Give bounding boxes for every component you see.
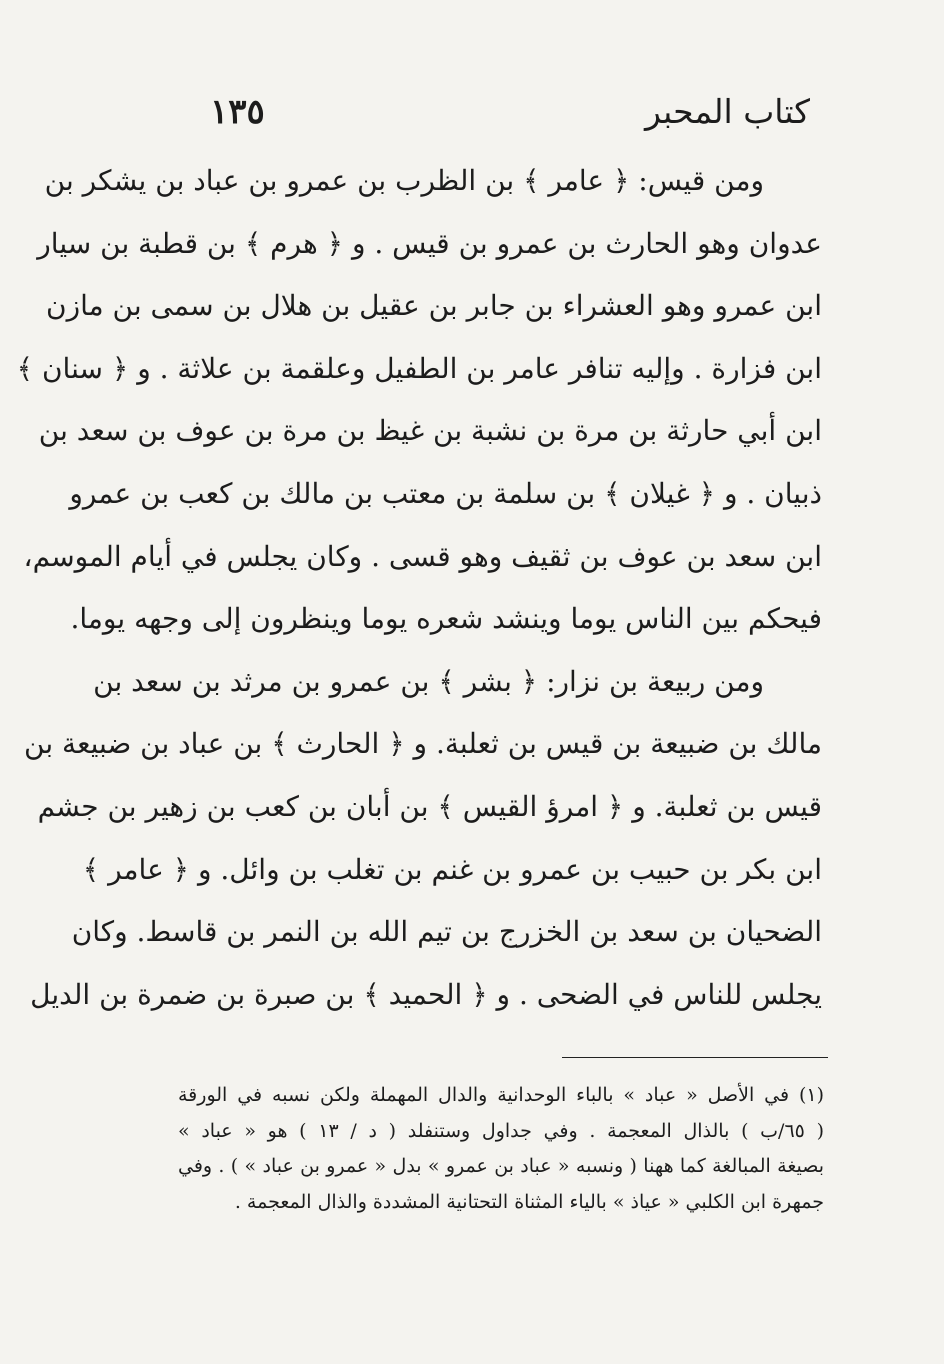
text-line: ذبيان . و ﴿ غيلان ﴾ بن سلمة بن معتب بن مالك بن كعب بن عمرو	[69, 476, 822, 510]
text-line: مالك بن ضبيعة بن قيس بن ثعلبة. و ﴿ الحارث ﴾ بن عباد بن ضبيعة بن	[24, 727, 822, 761]
text-line: ابن فزارة . وإليه تنافر عامر بن الطفيل وعلقمة بن علاثة . و ﴿ سنان ﴾	[16, 351, 822, 385]
footnote-divider	[562, 1057, 828, 1058]
text-line: فيحكم بين الناس يوما وينشد شعره يوما وينظرون إلى وجهه يوما.	[70, 602, 822, 636]
footnote-line: بصيغة المبالغة كما ههنا ( ونسبه « عباد بن عمرو » بدل « عمرو بن عباد » ) . وفي	[178, 1155, 824, 1177]
book-title: كتاب المحبر	[644, 92, 810, 131]
text-line: ابن أبي حارثة بن مرة بن نشبة بن غيظ بن مرة بن عوف بن سعد بن	[38, 414, 822, 448]
text-line: قيس بن ثعلبة. و ﴿ امرؤ القيس ﴾ بن أبان بن كعب بن زهير بن جشم	[37, 789, 822, 823]
page-number: ١٣٥	[210, 92, 265, 132]
footnote-line: جمهرة ابن الكلبي « عياذ » بالياء المثناة التحتانية المشددة والذال المعجمة .	[234, 1190, 824, 1213]
text-line: ابن بكر بن حبيب بن عمرو بن غنم بن تغلب بن وائل. و ﴿ عامر ﴾	[82, 852, 822, 886]
text-line: عدوان وهو الحارث بن عمرو بن قيس . و ﴿ هرم ﴾ بن قطبة بن سيار	[37, 226, 822, 260]
text-line: ومن ربيعة بن نزار: ﴿ بشر ﴾ بن عمرو بن مرثد بن سعد بن	[93, 664, 764, 698]
text-line: ومن قيس: ﴿ عامر ﴾ بن الظرب بن عمرو بن عباد بن يشكر بن	[44, 164, 764, 197]
main-text	[16, 150, 822, 1026]
text-line: ابن عمرو وهو العشراء بن جابر بن عقيل بن هلال بن سمى بن مازن	[46, 289, 822, 323]
footnote-line: ( ٦٥/ب ) بالذال المعجمة . وفي جداول وستنفلد ( د / ١٣ ) هو « عباد »	[178, 1119, 824, 1142]
footnotes	[178, 1078, 824, 1220]
text-line: الضحيان بن سعد بن الخزرج بن تيم الله بن النمر بن قاسط. وكان	[71, 915, 822, 949]
text-line: ابن سعد بن عوف بن ثقيف وهو قسى . وكان يجلس في أيام الموسم،	[23, 539, 822, 573]
text-line: يجلس للناس في الضحى . و ﴿ الحميد ﴾ بن صبرة بن ضمرة بن الديل	[30, 977, 822, 1011]
footnote-line: (١) في الأصل « عباد » بالباء الوحدانية والدال المهملة ولكن نسبه في الورقة	[178, 1084, 824, 1106]
page-header	[210, 92, 810, 142]
